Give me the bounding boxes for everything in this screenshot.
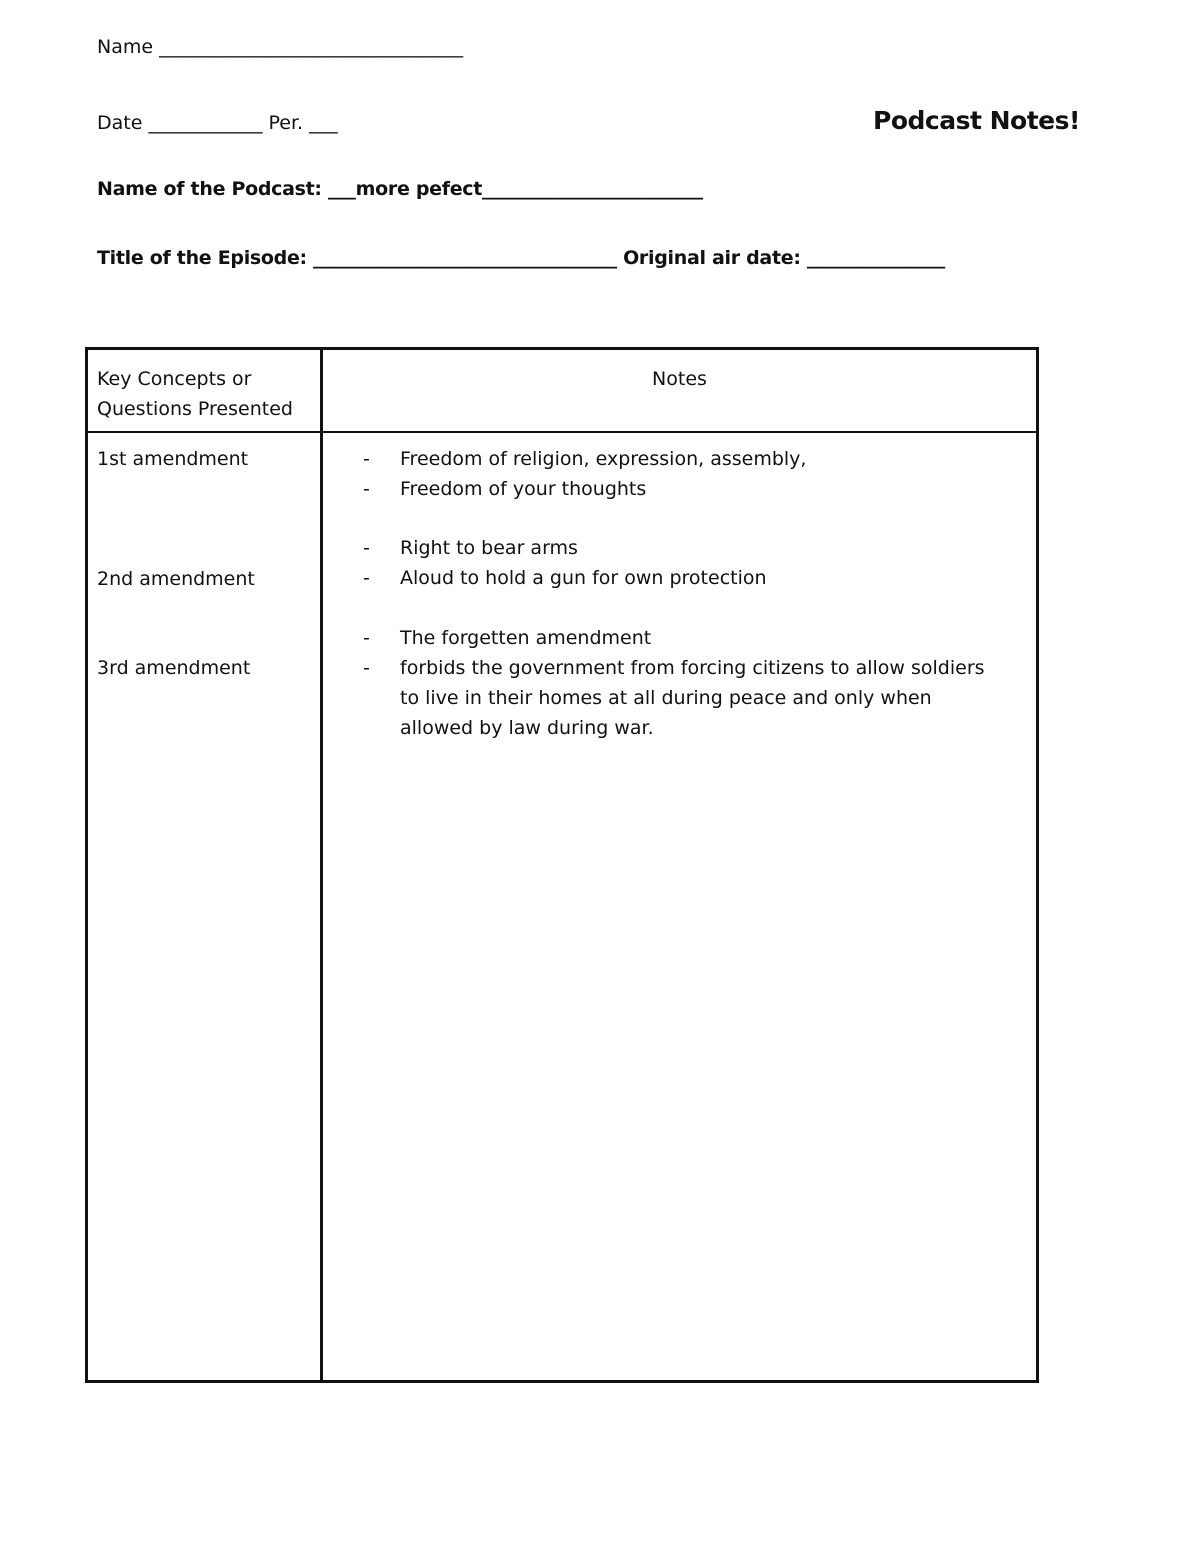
note-item: - Freedom of religion, expression, assembly, bbox=[363, 444, 1003, 474]
note-item: - The forgetten amendment bbox=[363, 623, 1003, 653]
notes-list-2 bbox=[363, 533, 1003, 593]
note-item: - Aloud to hold a gun for own protection bbox=[363, 563, 1003, 593]
note-item: - forbids the government from forcing citizens to allow soldiers to live in their homes at all during peace and only when allowed by law during war. bbox=[363, 653, 1003, 743]
name-field: Name ________________________________ bbox=[97, 36, 464, 58]
concept-1: 1st amendment bbox=[97, 448, 249, 470]
date-period-field: Date ____________ Per. ___ bbox=[97, 112, 338, 134]
column-divider bbox=[320, 350, 323, 1380]
podcast-name-field: Name of the Podcast: ___more pefect________________________ bbox=[97, 178, 703, 200]
note-item: - Right to bear arms bbox=[363, 533, 1003, 563]
notes-table bbox=[85, 347, 1039, 1383]
episode-title-field: Title of the Episode: _________________________________ Original air date: _______________ bbox=[97, 247, 945, 269]
header-divider bbox=[88, 431, 1036, 433]
note-item: - Freedom of your thoughts bbox=[363, 474, 1003, 504]
key-concepts-header: Key Concepts or Questions Presented bbox=[97, 368, 293, 420]
notes-list-1 bbox=[363, 444, 1003, 504]
concept-3: 3rd amendment bbox=[97, 657, 251, 679]
notes-list-3 bbox=[363, 623, 1003, 743]
concept-2: 2nd amendment bbox=[97, 568, 255, 590]
notes-header: Notes bbox=[652, 368, 707, 390]
page-title: Podcast Notes! bbox=[873, 106, 1080, 135]
